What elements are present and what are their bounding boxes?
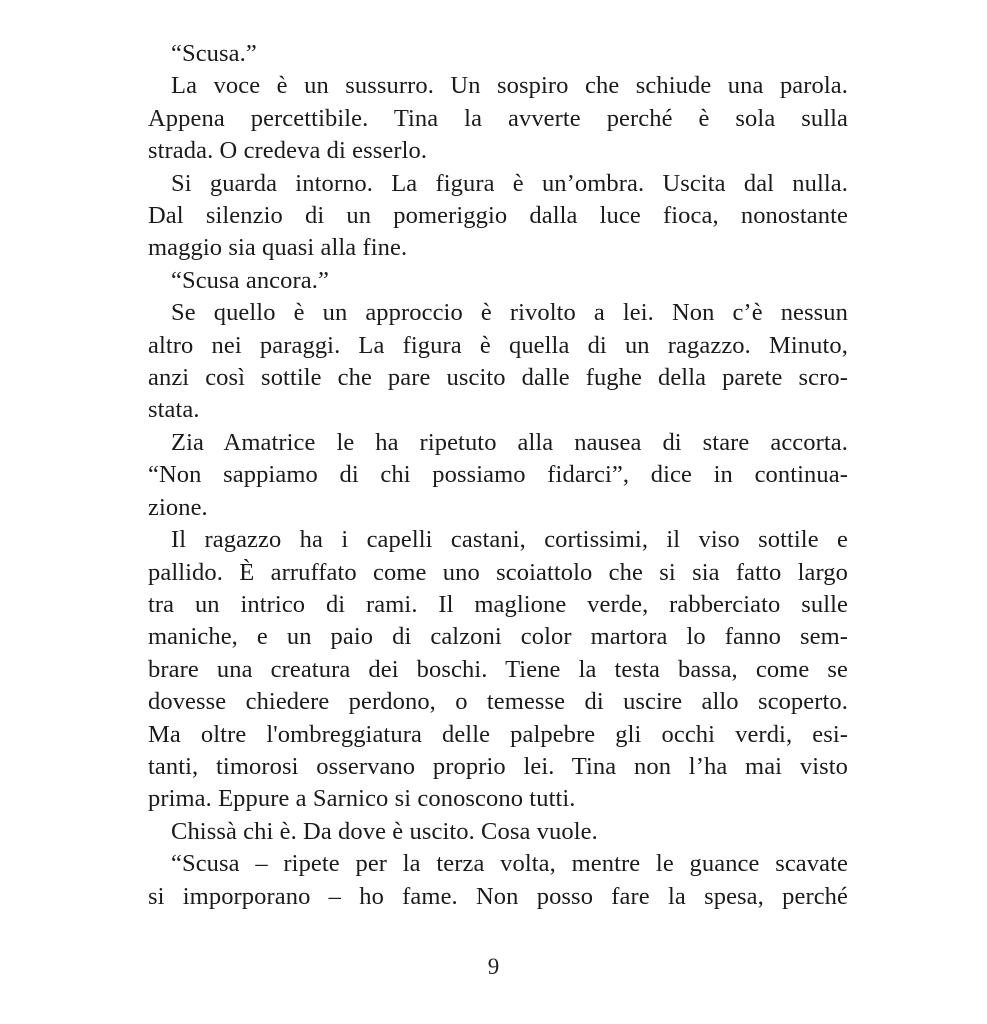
text-line: altro nei paraggi. La figura è quella di un ragazzo. Minuto, [148, 331, 848, 359]
text-line: maggio sia quasi alla fine. [148, 234, 408, 262]
text-line: maniche, e un paio di calzoni color martora lo fanno sem- [148, 623, 848, 651]
text-line: si imporporano – ho fame. Non posso fare la spesa, perché [148, 882, 848, 910]
text-line: brare una creatura dei boschi. Tiene la testa bassa, come se [148, 655, 848, 683]
page-text [148, 38, 848, 913]
text-line: zione. [148, 493, 208, 521]
text-line: “Scusa.” [171, 40, 257, 67]
text-line: “Scusa – ripete per la terza volta, mentre le guance scavate [171, 850, 848, 878]
text-line: prima. Eppure a Sarnico si conoscono tutti. [148, 785, 576, 813]
text-line: “Non sappiamo di chi possiamo fidarci”, dice in continua- [148, 461, 848, 489]
text-line: La voce è un sussurro. Un sospiro che schiude una parola. [171, 72, 848, 100]
text-line: tra un intrico di rami. Il maglione verde, rabberciato sulle [148, 590, 848, 618]
text-line: “Scusa ancora.” [171, 266, 329, 294]
text-line: Chissà chi è. Da dove è uscito. Cosa vuole. [171, 817, 598, 845]
text-line: Zia Amatrice le ha ripetuto alla nausea di stare accorta. [171, 428, 848, 456]
text-line: Dal silenzio di un pomeriggio dalla luce fioca, nonostante [148, 202, 848, 230]
text-line: Ma oltre l'ombreggiatura delle palpebre gli occhi verdi, esi- [148, 720, 848, 748]
text-line: anzi così sottile che pare uscito dalle fughe della parete scro- [148, 364, 848, 392]
text-line: Appena percettibile. Tina la avverte perché è sola sulla [148, 104, 848, 132]
text-line: Si guarda intorno. La figura è un’ombra. Uscita dal nulla. [171, 169, 848, 197]
text-line: tanti, timorosi osservano proprio lei. Tina non l’ha mai visto [148, 752, 848, 780]
text-line: pallido. È arruffato come uno scoiattolo che si sia fatto largo [148, 558, 848, 586]
text-line: strada. O credeva di esserlo. [148, 137, 428, 165]
text-line: Se quello è un approccio è rivolto a lei. Non c’è nessun [171, 299, 848, 327]
page-number: 9 [487, 954, 500, 979]
text-line: dovesse chiedere perdono, o temesse di uscire allo scoperto. [148, 688, 848, 716]
text-line: Il ragazzo ha i capelli castani, cortissimi, il viso sottile e [171, 526, 848, 554]
text-line: stata. [148, 396, 200, 424]
